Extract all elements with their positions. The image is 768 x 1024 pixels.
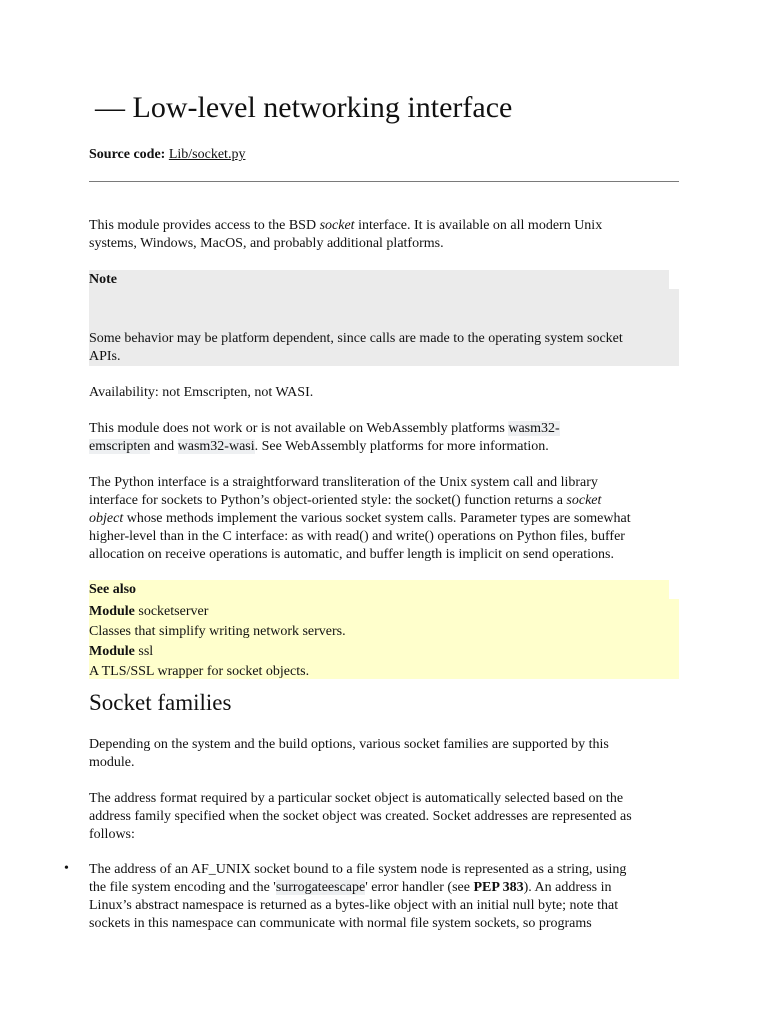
intro-text: This module provides access to the BSD: [89, 218, 320, 233]
module-keyword: Module: [89, 604, 135, 619]
paragraph-line: address family specified when the socket object was created. Socket addresses are represented as: [89, 809, 632, 824]
list-item-line: ' error handler (see: [365, 880, 474, 895]
paragraph-line: whose methods implement the various socket system calls. Parameter types are somewhat: [123, 511, 631, 526]
list-item-line: sockets in this namespace can communicate with normal file system sockets, so programs: [89, 916, 592, 931]
see-also-item-ssl[interactable]: [89, 643, 153, 661]
note-label: Note: [89, 272, 117, 287]
see-also-desc-socketserver: Classes that simplify writing network servers.: [89, 624, 346, 639]
surrogateescape-literal: surrogateescape: [275, 880, 366, 895]
wasm-text: and: [150, 439, 178, 454]
paragraph-line: Depending on the system and the build options, various socket families are supported by this: [89, 737, 609, 752]
section-heading-socket-families: Socket families: [89, 690, 232, 715]
source-code-link[interactable]: Lib/socket.py: [168, 147, 246, 162]
header-divider: [89, 181, 679, 182]
wasm-paragraph: [89, 420, 679, 456]
list-item-line: The address of an AF_UNIX socket bound to a file system node is represented as a string, using: [89, 862, 627, 877]
intro-text: interface. It is available on all modern Unix: [354, 218, 603, 233]
socket-object-emphasis: object: [89, 511, 124, 526]
list-item-line: ). An address in: [523, 880, 612, 895]
wasm-text: This module does not work or is not available on WebAssembly platforms: [89, 421, 509, 436]
see-also-label: See also: [89, 582, 137, 597]
paragraph-line: The Python interface is a straightforward transliteration of the Unix system call and library: [89, 475, 598, 490]
wasm-wasi-literal: wasm32-wasi: [177, 439, 255, 454]
python-interface-paragraph: [89, 474, 679, 564]
wasm-text: . See WebAssembly platforms for more information.: [254, 439, 549, 454]
note-text-line: Some behavior may be platform dependent, since calls are made to the operating system socket: [89, 331, 623, 346]
paragraph-line: allocation on receive operations is automatic, and buffer length is implicit on send operations.: [89, 547, 614, 562]
paragraph-line: interface for sockets to Python’s object-oriented style: the socket() function returns a: [89, 493, 567, 508]
see-also-item-socketserver[interactable]: [89, 603, 208, 621]
wasm-emscripten-literal: wasm32-: [508, 421, 560, 436]
paragraph-line: The address format required by a particular socket object is automatically selected based on the: [89, 791, 624, 806]
note-text-line: APIs.: [89, 349, 121, 364]
list-item-line: the file system encoding and the ': [89, 880, 276, 895]
wasm-emscripten-literal: emscripten: [89, 439, 151, 454]
see-also-desc-ssl: A TLS/SSL wrapper for socket objects.: [89, 664, 310, 679]
note-header: [89, 270, 669, 289]
intro-emphasis: socket: [319, 218, 355, 233]
list-bullet: •: [64, 861, 69, 876]
paragraph-line: module.: [89, 755, 135, 770]
pep-383-link[interactable]: PEP 383: [473, 880, 524, 895]
paragraph-line: follows:: [89, 827, 135, 842]
page-title: — Low-level networking interface: [95, 91, 513, 124]
module-keyword: Module: [89, 644, 135, 659]
list-item-line: Linux’s abstract namespace is returned as a bytes-like object with an initial null byte; note that: [89, 898, 619, 913]
module-name-link[interactable]: socketserver: [134, 604, 209, 619]
paragraph-line: higher-level than in the C interface: as with read() and write() operations on Python files, buffer: [89, 529, 625, 544]
list-item-af-unix: [89, 861, 679, 933]
source-code-label: Source code:: [89, 147, 166, 162]
note-text: [89, 330, 679, 366]
families-paragraph-1: [89, 736, 679, 772]
see-also-header: [89, 580, 669, 599]
socket-object-emphasis: socket: [566, 493, 602, 508]
intro-text: systems, Windows, MacOS, and probably additional platforms.: [89, 236, 444, 251]
source-code-line: [89, 146, 245, 164]
module-name-link[interactable]: ssl: [134, 644, 154, 659]
intro-paragraph: [89, 217, 679, 253]
families-paragraph-2: [89, 790, 679, 844]
availability-text: Availability: not Emscripten, not WASI.: [89, 385, 314, 400]
